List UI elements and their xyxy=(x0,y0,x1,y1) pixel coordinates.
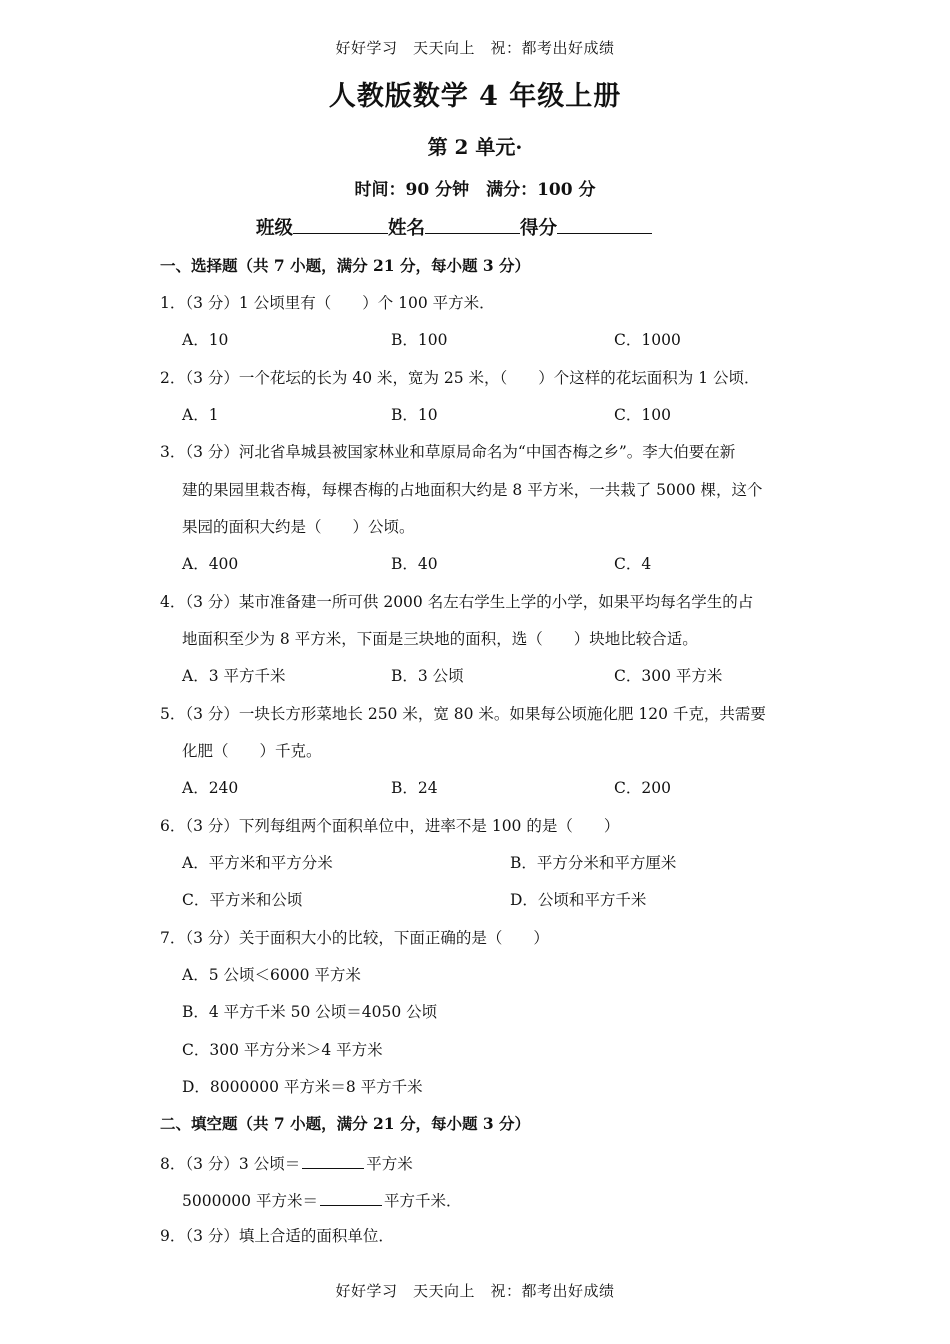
page-footer: 好好学习 天天向上 祝：都考出好成绩 xyxy=(335,1282,615,1300)
section-2-heading: 二、填空题（共 7 小题，满分 21 分，每小题 3 分） xyxy=(160,1114,531,1133)
q3-option-a[interactable]: A．400 xyxy=(182,555,239,573)
page-header: 好好学习 天天向上 祝：都考出好成绩 xyxy=(335,39,615,57)
q3-stem-line1: 3．（3 分）河北省阜城县被国家林业和草原局命名为“中国杏梅之乡”。李大伯要在新 xyxy=(160,443,736,461)
q5-option-c[interactable]: C．200 xyxy=(614,779,671,797)
q5-option-a[interactable]: A．240 xyxy=(182,779,239,797)
q3-option-b[interactable]: B．40 xyxy=(391,555,438,573)
q4-option-c[interactable]: C．300 平方米 xyxy=(614,667,723,685)
q6-option-a[interactable]: A．平方米和平方分米 xyxy=(182,854,333,872)
q7-option-c[interactable]: C．300 平方分米＞4 平方米 xyxy=(182,1041,383,1059)
q7-stem: 7．（3 分）关于面积大小的比较，下面正确的是（ ） xyxy=(160,929,549,947)
score-blank[interactable] xyxy=(557,215,652,234)
q1-stem: 1．（3 分）1 公顷里有（ ）个 100 平方米． xyxy=(160,294,495,312)
q4-stem-line2: 地面积至少为 8 平方米，下面是三块地的面积，选（ ）块地比较合适。 xyxy=(182,630,698,648)
unit-subtitle: 第 2 单元· xyxy=(427,135,523,159)
class-blank[interactable] xyxy=(293,215,388,234)
q4-option-a[interactable]: A．3 平方千米 xyxy=(182,667,286,685)
q6-option-d[interactable]: D．公顷和平方千米 xyxy=(510,891,647,909)
q6-option-b[interactable]: B．平方分米和平方厘米 xyxy=(510,854,677,872)
q6-option-c[interactable]: C．平方米和公顷 xyxy=(182,891,303,909)
q5-option-b[interactable]: B．24 xyxy=(391,779,438,797)
q5-stem-line2: 化肥（ ）千克。 xyxy=(182,742,322,760)
q8-line1-prefix: 8．（3 分）3 公顷＝ xyxy=(160,1155,301,1173)
q1-option-c[interactable]: C．1000 xyxy=(614,331,681,349)
name-label: 姓名 xyxy=(388,218,426,239)
q2-option-a[interactable]: A．1 xyxy=(182,406,219,424)
score-label: 得分 xyxy=(520,218,558,239)
q7-option-b[interactable]: B．4 平方千米 50 公顷＝4050 公顷 xyxy=(182,1003,438,1021)
q8-line2-prefix: 5000000 平方米＝ xyxy=(182,1192,318,1210)
q2-option-c[interactable]: C．100 xyxy=(614,406,671,424)
q2-stem: 2．（3 分）一个花坛的长为 40 米，宽为 25 米，（ ）个这样的花坛面积为 1 公顷． xyxy=(160,369,760,387)
time-info: 时间：90 分钟 满分：100 分 xyxy=(354,180,596,200)
q3-stem-line3: 果园的面积大约是（ ）公顷。 xyxy=(182,518,415,536)
q6-stem: 6．（3 分）下列每组两个面积单位中，进率不是 100 的是（ ） xyxy=(160,817,620,835)
q1-option-b[interactable]: B．100 xyxy=(391,331,448,349)
name-blank[interactable] xyxy=(425,215,520,234)
page-title: 人教版数学 4 年级上册 xyxy=(328,81,622,112)
q7-option-d[interactable]: D．8000000 平方米＝8 平方千米 xyxy=(182,1078,423,1096)
class-label: 班级 xyxy=(256,218,294,239)
q1-option-a[interactable]: A．10 xyxy=(182,331,229,349)
q9-stem: 9．（3 分）填上合适的面积单位． xyxy=(160,1227,394,1245)
q3-stem-line2: 建的果园里栽杏梅，每棵杏梅的占地面积大约是 8 平方米，一共栽了 5000 棵，这个 xyxy=(182,481,763,499)
student-info-row xyxy=(256,215,652,242)
q4-stem-line1: 4．（3 分）某市准备建一所可供 2000 名左右学生上学的小学，如果平均每名学生的占 xyxy=(160,593,754,611)
q2-option-b[interactable]: B．10 xyxy=(391,406,438,424)
q8-line1 xyxy=(160,1152,413,1174)
q8-line1-suffix: 平方米 xyxy=(366,1155,413,1173)
q8-line2-suffix: 平方千米． xyxy=(383,1192,462,1210)
q7-option-a[interactable]: A．5 公顷＜6000 平方米 xyxy=(182,966,361,984)
q8-blank-2[interactable] xyxy=(320,1189,382,1206)
q3-option-c[interactable]: C．4 xyxy=(614,555,652,573)
section-1-heading: 一、选择题（共 7 小题，满分 21 分，每小题 3 分） xyxy=(160,256,531,275)
q5-stem-line1: 5．（3 分）一块长方形菜地长 250 米，宽 80 米。如果每公顷施化肥 120 千克，共需要 xyxy=(160,705,766,723)
q8-blank-1[interactable] xyxy=(302,1152,364,1169)
q4-option-b[interactable]: B．3 公顷 xyxy=(391,667,464,685)
q8-line2 xyxy=(182,1189,461,1211)
